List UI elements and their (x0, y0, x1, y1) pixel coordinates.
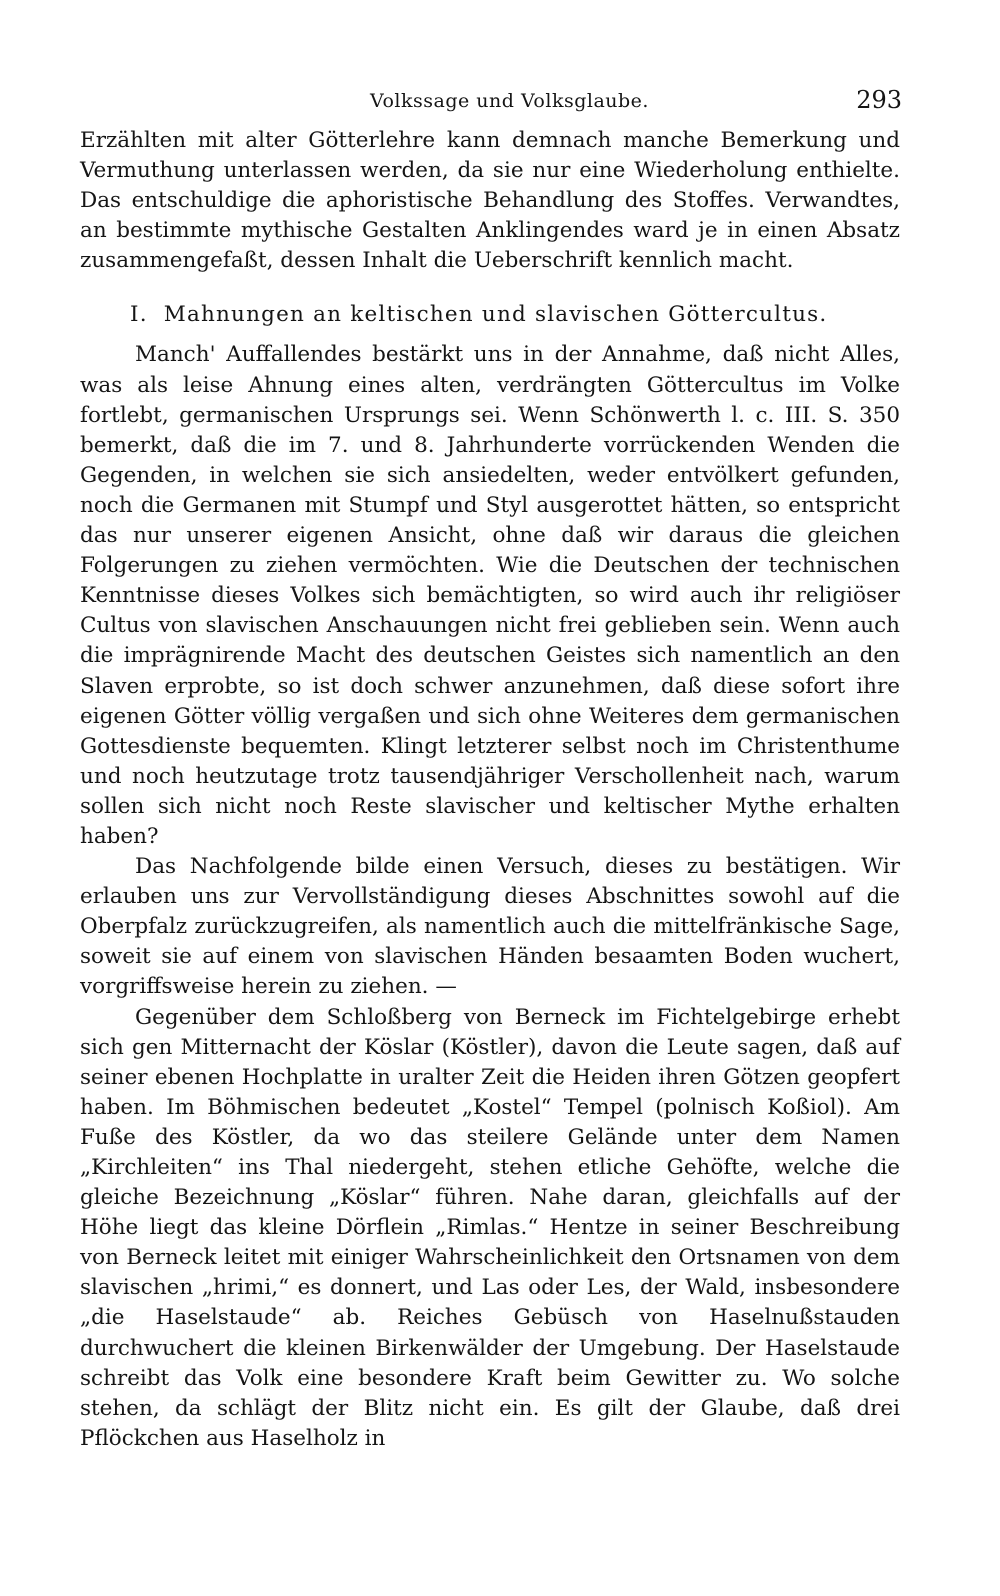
body-paragraph: Manch' Auffallendes bestärkt uns in der Annahme, daß nicht Alles, was als leise Ahnung eines alten, verdrängten Göttercultus im Volke fortlebt, germanischen Ursprungs sei. Wenn Schönwerth l. c. III. S. 350 bemerkt, daß die im 7. und 8. Jahrhunderte vorrückenden Wenden die Gegenden, in welchen sie sich ansiedelten, weder entvölkert gefunden, noch die Germanen mit Stumpf und Styl ausgerottet hätten, so entspricht das nur unserer eigenen Ansicht, ohne daß wir daraus die gleichen Folgerungen zu ziehen vermöchten. Wie die Deutschen der technischen Kenntnisse dieses Volkes sich bemächtigten, so wird auch ihr religiöser Cultus von slavischen Anschauungen nicht frei geblieben sein. Wenn auch die imprägnirende Macht des deutschen Geistes sich namentlich an den Slaven erprobte, so ist doch schwer anzunehmen, daß diese sofort ihre eigenen Götter völlig vergaßen und sich ohne Weiteres dem germanischen Gottesdienste bequemten. Klingt letzterer selbst noch im Christenthume und noch heutzutage trotz tausendjähriger Verschollenheit nach, warum sollen sich nicht noch Reste slavischer und keltischer Mythe erhalten haben? (80, 342, 900, 849)
body-paragraph: Das Nachfolgende bilde einen Versuch, dieses zu bestätigen. Wir erlauben uns zur Vervollständigung dieses Abschnittes sowohl auf die Oberpfalz zurückzugreifen, als namentlich auch die mittelfränkische Sage, soweit sie auf einem von slavischen Händen besaamten Boden wuchert, vorgriffsweise herein zu ziehen. — (80, 854, 900, 1000)
body-paragraph: Gegenüber dem Schloßberg von Berneck im Fichtelgebirge erhebt sich gen Mitternacht der Köslar (Köstler), davon die Leute sagen, daß auf seiner ebenen Hochplatte in uralter Zeit die Heiden ihren Götzen geopfert haben. Im Böhmischen bedeutet „Kostel“ Tempel (polnisch Koßiol). Am Fuße des Köstler, da wo das steilere Gelände unter dem Namen „Kirchleiten“ ins Thal niedergeht, stehen etliche Gehöfte, welche die gleiche Bezeichnung „Köslar“ führen. Nahe daran, gleichfalls auf der Höhe liegt das kleine Dörflein „Rimlas.“ Hentze in seiner Beschreibung von Berneck leitet mit einiger Wahrscheinlichkeit den Ortsnamen von dem slavischen „hrimi,“ es donnert, und Las oder Les, der Wald, insbesondere „die Haselstaude“ ab. Reiches Gebüsch von Haselnußstauden durchwuchert die kleinen Birkenwälder der Umgebung. Der Haselstaude schreibt das Volk eine besondere Kraft beim Gewitter zu. Wo solche stehen, da schlägt der Blitz nicht ein. Es gilt der Glaube, daß drei Pflöckchen aus Haselholz in (80, 1004, 900, 1451)
section-number: I. (130, 302, 148, 328)
section-heading (130, 300, 900, 330)
page-number: 293 (856, 86, 902, 114)
running-head (80, 86, 900, 120)
section-title: Mahnungen an keltischen und slavischen Göttercultus. (163, 302, 828, 328)
running-title: Volkssage und Volksglaube. (370, 90, 649, 112)
intro-paragraph: Erzählten mit alter Götterlehre kann demnach manche Bemerkung und Vermuthung unterlassen werden, da sie nur eine Wiederholung enthielte. Das entschuldige die aphoristische Behandlung des Stoffes. Verwandtes, an bestimmte mythische Gestalten Anklingendes ward je in einen Absatz zusammengefaßt, dessen Inhalt die Ueberschrift kennlich macht. (80, 128, 900, 274)
